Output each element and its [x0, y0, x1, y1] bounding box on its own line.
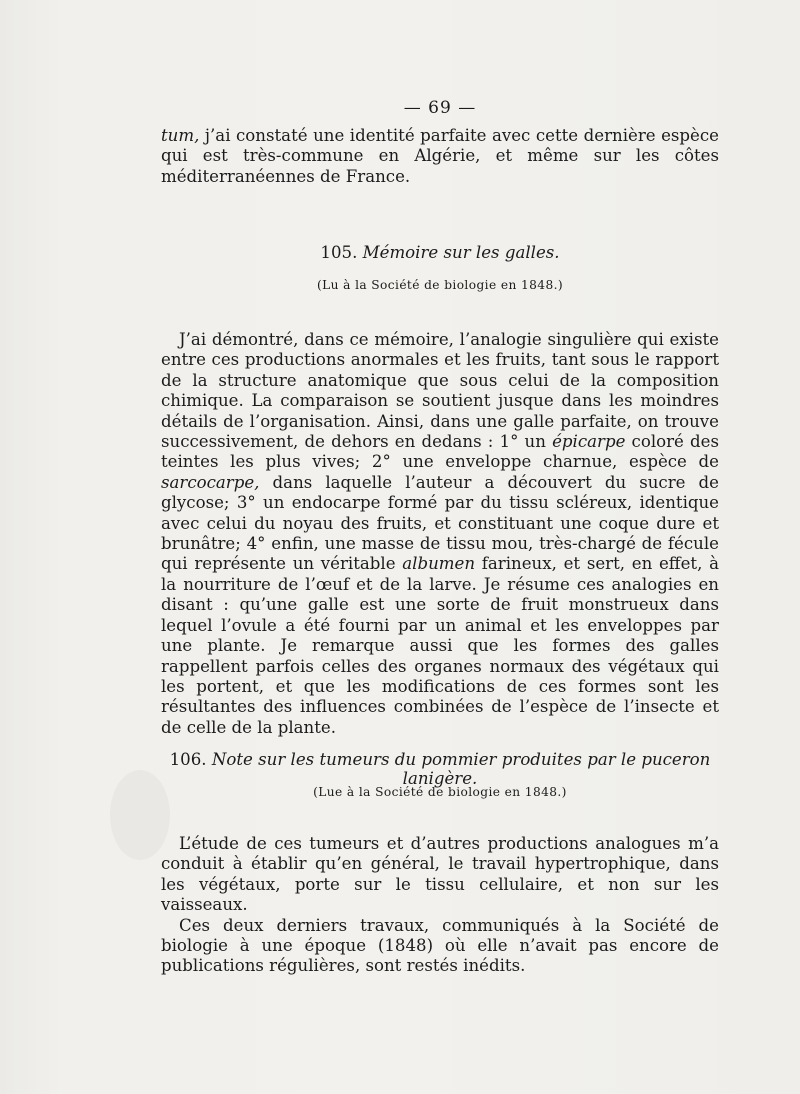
section-105-heading [161, 243, 719, 262]
s105-text-b: coloré des teintes les plus vives; 2° une enveloppe charnue, espèce de [161, 432, 719, 472]
section-105-number: 105. [320, 243, 358, 262]
s105-sarcocarpe: sarcocarpe, [161, 472, 260, 492]
continuation-text: j’ai constaté une identité parfaite avec cette dernière espèce qui est très-commune en Algérie, et même sur les côtes méditerranéennes de France. [161, 126, 719, 186]
continuation-paragraph [161, 126, 719, 187]
s105-text-c: dans laquelle l’auteur a découvert du sucre de glycose; 3° un endocarpe formé par du tissu scléreux, identique avec celui du noyau des fruits, et constituant une coque dure et brunâtre; 4° enfin, une masse de tissu mou, très-chargé de fécule qui représente un véritable [161, 472, 719, 574]
section-106-heading [150, 750, 730, 788]
s105-text-a: J’ai démontré, dans ce mémoire, l’analogie singulière qui existe entre ces productions anormales et les fruits, tant sous le rapport de la structure anatomique que sous celui de la composition chimique. La comparaison se soutient jusque dans les moindres détails de l’organisation. Ainsi, dans une galle parfaite, on trouve successivement, de dehors en dedans : 1° un [161, 330, 719, 452]
section-106-paragraphs [161, 834, 719, 977]
continuation-italic-start: tum, [161, 126, 200, 145]
section-106-title: Note sur les tumeurs du pommier produites par le puceron lanigère. [211, 750, 711, 788]
page-number: — 69 — [403, 98, 477, 118]
section-105-paragraph [161, 330, 719, 738]
s106-paragraph-1: L’étude de ces tumeurs et d’autres productions analogues m’a conduit à établir qu’en général, le travail hypertrophique, dans les végétaux, porte sur le tissu cellulaire, et non sur les vaisseaux. [161, 834, 719, 915]
section-105-title: Mémoire sur les galles. [362, 243, 560, 262]
section-105-note: (Lu à la Société de biologie en 1848.) [316, 278, 564, 292]
section-106-number: 106. [169, 750, 207, 769]
section-106-note: (Lue à la Société de biologie en 1848.) [313, 785, 567, 799]
s105-albumen: albumen [402, 554, 476, 574]
s105-epicarpe: épicarpe [552, 432, 626, 452]
s106-paragraph-2: Ces deux derniers travaux, communiqués à la Société de biologie à une époque (1848) où elle n’avait pas encore de publications régulières, sont restés inédits. [161, 915, 719, 976]
s105-text-d: farineux, et sert, en effet, à la nourriture de l’œuf et de la larve. Je résume ces analogies en disant : qu’une galle est une sorte de fruit monstrueux dans lequel l’ovule a été fourni par un animal et les enveloppes par une plante. Je remarque aussi que les formes des galles rappellent parfois celles des organes normaux des végétaux qui les portent, et que les modifications de ces formes sont les résultantes des influences combinées de l’espèce de l’insecte et de celle de la plante. [161, 554, 719, 737]
